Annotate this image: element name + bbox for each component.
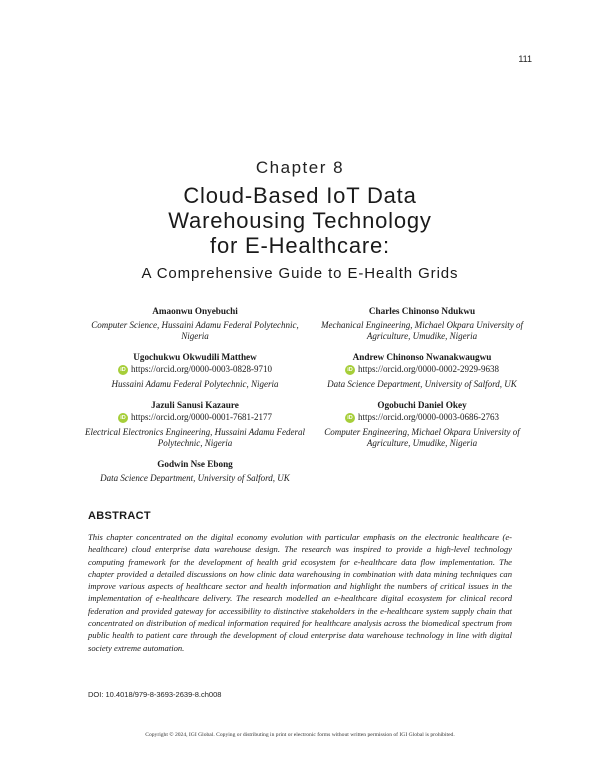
author-affiliation: Mechanical Engineering, Michael Okpara University of Agriculture, Umudike, Nigeria [321,320,523,341]
author-orcid-link[interactable] [85,363,305,376]
orcid-url[interactable]: https://orcid.org/0000-0002-2929-9638 [357,364,500,374]
author-affiliation: Data Science Department, University of Salford, UK [100,473,290,483]
author-affiliation: Electrical Electronics Engineering, Hussaini Adamu Federal Polytechnic, Nigeria [85,427,305,448]
author-name: Ugochukwu Okwudili Matthew [133,352,257,362]
title-line: Cloud-Based IoT Data [183,183,417,208]
page-number: 111 [518,54,532,64]
author-name: Andrew Chinonso Nwanakwaugwu [352,352,492,362]
author-block [312,399,532,449]
title-line: Warehousing Technology [168,208,432,233]
author-block [85,305,305,342]
author-orcid-link[interactable] [312,411,532,424]
orcid-icon: iD [118,365,128,375]
chapter-title [0,183,600,258]
author-name: Godwin Nse Ebong [157,459,233,469]
author-orcid-link[interactable] [85,411,305,424]
authors-left-column [85,305,305,493]
author-affiliation: Data Science Department, University of Salford, UK [327,379,517,389]
author-name: Charles Chinonso Ndukwu [368,306,476,316]
abstract-heading: ABSTRACT [88,510,151,522]
author-block [85,399,305,449]
copyright-notice: Copyright © 2024, IGI Global. Copying or distributing in print or electronic forms without written permission of IGI Global is prohibited. [145,732,455,738]
author-name: Ogobuchi Daniel Okey [377,400,467,410]
orcid-icon: iD [118,413,128,423]
chapter-label: Chapter 8 [255,158,345,177]
orcid-icon: iD [345,413,355,423]
orcid-url[interactable]: https://orcid.org/0000-0001-7681-2177 [130,412,273,422]
abstract-body: This chapter concentrated on the digital economy evolution with particular emphasis on the electronic healthcare (e-healthcare) cloud enterprise data warehouse design. The research was inspired to provide a high-level technology computing framework for the development of health grid ecosystem for e-healthcare data flow implementation. The chapter provided a detailed discussions on how clinic data warehousing in combination with data mining techniques can improve various aspects of healthcare sector and health information and highlight the numbers of critical issues in the implementation of e-healthcare delivery. The research modelled an e-healthcare digital ecosystem for clinical record federation and provided gateway for accessibility to distinctive stakeholders in the e-healthcare system supply chain that concentrated on distribution of medical information required for healthcare analysis across the biomedical spectrum from public health to patient care through the development of cloud enterprise data warehouse technology in line with digital society extreme automation. [88,532,512,653]
author-affiliation: Computer Engineering, Michael Okpara University of Agriculture, Umudike, Nigeria [324,427,520,448]
orcid-url[interactable]: https://orcid.org/0000-0003-0686-2763 [357,412,500,422]
author-block [85,351,305,390]
author-name: Jazuli Sanusi Kazaure [151,400,239,410]
author-affiliation: Computer Science, Hussaini Adamu Federal Polytechnic, Nigeria [91,320,299,341]
title-line: for E-Healthcare: [210,233,390,258]
author-orcid-link[interactable] [312,363,532,376]
author-block [312,305,532,342]
author-name: Amaonwu Onyebuchi [152,306,238,316]
orcid-url[interactable]: https://orcid.org/0000-0003-0828-9710 [130,364,273,374]
chapter-subtitle: A Comprehensive Guide to E-Health Grids [141,265,459,282]
author-block [312,351,532,390]
author-block [85,458,305,484]
orcid-icon: iD [345,365,355,375]
authors-right-column [312,305,532,458]
author-affiliation: Hussaini Adamu Federal Polytechnic, Nigeria [111,379,279,389]
doi-text: DOI: 10.4018/979-8-3693-2639-8.ch008 [88,690,222,699]
